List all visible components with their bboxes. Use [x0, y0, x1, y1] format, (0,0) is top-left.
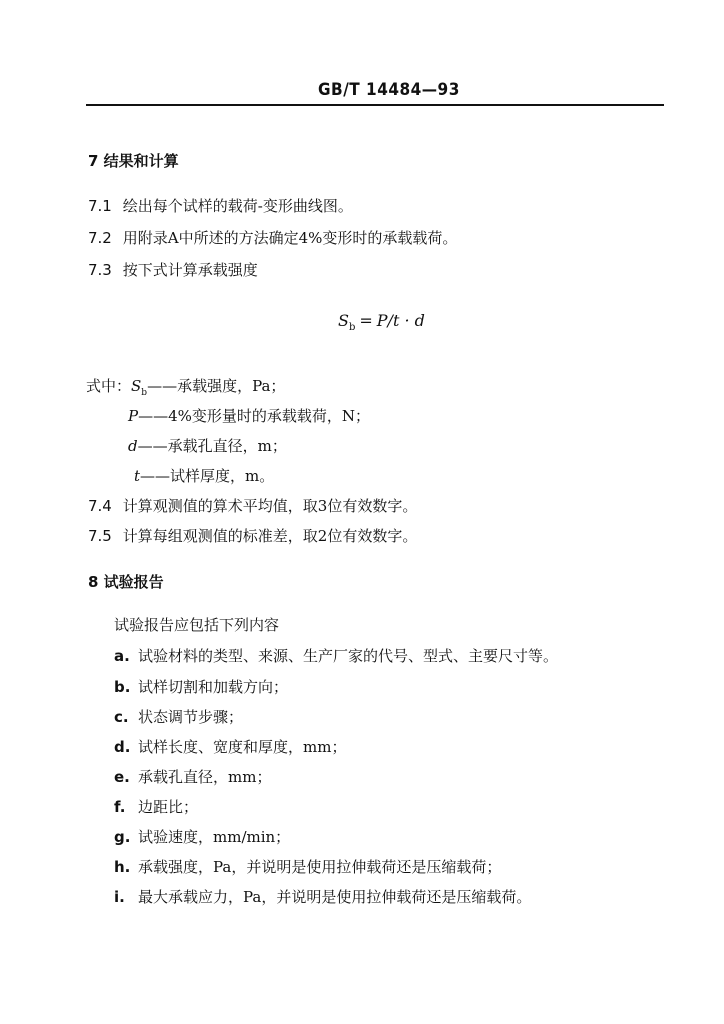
item-text: 试样长度、宽度和厚度，mm；	[138, 738, 347, 756]
clause-number: 7.4	[88, 497, 112, 515]
report-item-g	[114, 826, 290, 847]
report-item-d	[114, 736, 346, 757]
report-item-e	[114, 766, 271, 787]
report-item-h	[114, 856, 501, 877]
clause-7-4	[88, 495, 417, 516]
symbol-description: ——4%变形量时的承载载荷，N；	[138, 407, 371, 425]
item-letter: f.	[114, 798, 126, 816]
item-letter: i.	[114, 888, 125, 906]
symbol-description: ——承载强度，Pa；	[147, 377, 286, 395]
item-text: 承载孔直径，mm；	[138, 768, 272, 786]
symbol: d	[128, 437, 138, 455]
clause-number: 7.3	[88, 261, 112, 279]
clause-text: 计算每组观测值的标准差，取2位有效数字。	[122, 527, 418, 545]
symbol: P	[128, 407, 139, 425]
clause-number: 7.1	[88, 197, 112, 215]
item-letter: e.	[114, 768, 130, 786]
clause-text: 绘出每个试样的载荷-变形曲线图。	[122, 197, 353, 215]
item-letter: a.	[114, 647, 130, 665]
clause-7-1	[88, 195, 353, 216]
report-item-a	[114, 645, 558, 666]
item-letter: c.	[114, 708, 129, 726]
symbol: $S_b$	[131, 377, 148, 398]
report-item-f	[114, 796, 198, 817]
item-text: 试验速度，mm/min；	[138, 828, 291, 846]
item-text: 最大承载应力，Pa，并说明是使用拉伸载荷还是压缩载荷。	[138, 888, 532, 906]
clause-number: 7.5	[88, 527, 112, 545]
report-item-i	[114, 886, 531, 907]
section-7-heading: 7 结果和计算	[88, 152, 179, 170]
report-item-c	[114, 706, 243, 727]
symbol-description: ——承载孔直径，m；	[137, 437, 287, 455]
formula-lhs-subscript: b	[348, 322, 356, 334]
item-text: 试验材料的类型、来源、生产厂家的代号、型式、主要尺寸等。	[138, 647, 559, 665]
item-text: 试样切割和加载方向；	[138, 678, 289, 696]
symbol-description: ——试样厚度，m。	[140, 467, 275, 485]
clause-number: 7.2	[88, 229, 112, 247]
item-letter: h.	[114, 858, 131, 876]
clause-text: 用附录A中所述的方法确定4%变形时的承载载荷。	[122, 229, 458, 247]
formula-equals: =	[359, 311, 373, 330]
item-text: 状态调节步骤；	[138, 708, 244, 726]
where-item-d	[128, 435, 287, 456]
standard-number: GB/T 14484—93	[318, 80, 460, 100]
strength-formula	[338, 311, 425, 333]
clause-7-5	[88, 525, 417, 546]
item-letter: b.	[114, 678, 131, 696]
where-item-t	[134, 465, 274, 486]
item-text: 边距比；	[138, 798, 199, 816]
symbol: t	[134, 467, 141, 485]
report-item-b	[114, 676, 288, 697]
clause-7-3	[88, 259, 258, 280]
where-label: 式中：	[86, 377, 132, 395]
where-item-p	[128, 405, 370, 426]
item-letter: d.	[114, 738, 131, 756]
where-item-sb	[86, 375, 285, 398]
formula-lhs: S	[338, 311, 349, 330]
clause-text: 按下式计算承载强度	[122, 261, 258, 279]
header-rule	[86, 104, 664, 106]
item-letter: g.	[114, 828, 131, 846]
formula-rhs: P/t · d	[376, 311, 425, 330]
item-text: 承载强度，Pa，并说明是使用拉伸载荷还是压缩载荷；	[138, 858, 502, 876]
report-intro: 试验报告应包括下列内容	[114, 616, 280, 634]
clause-7-2	[88, 227, 457, 248]
clause-text: 计算观测值的算术平均值，取3位有效数字。	[122, 497, 418, 515]
section-8-heading: 8 试验报告	[88, 573, 164, 591]
